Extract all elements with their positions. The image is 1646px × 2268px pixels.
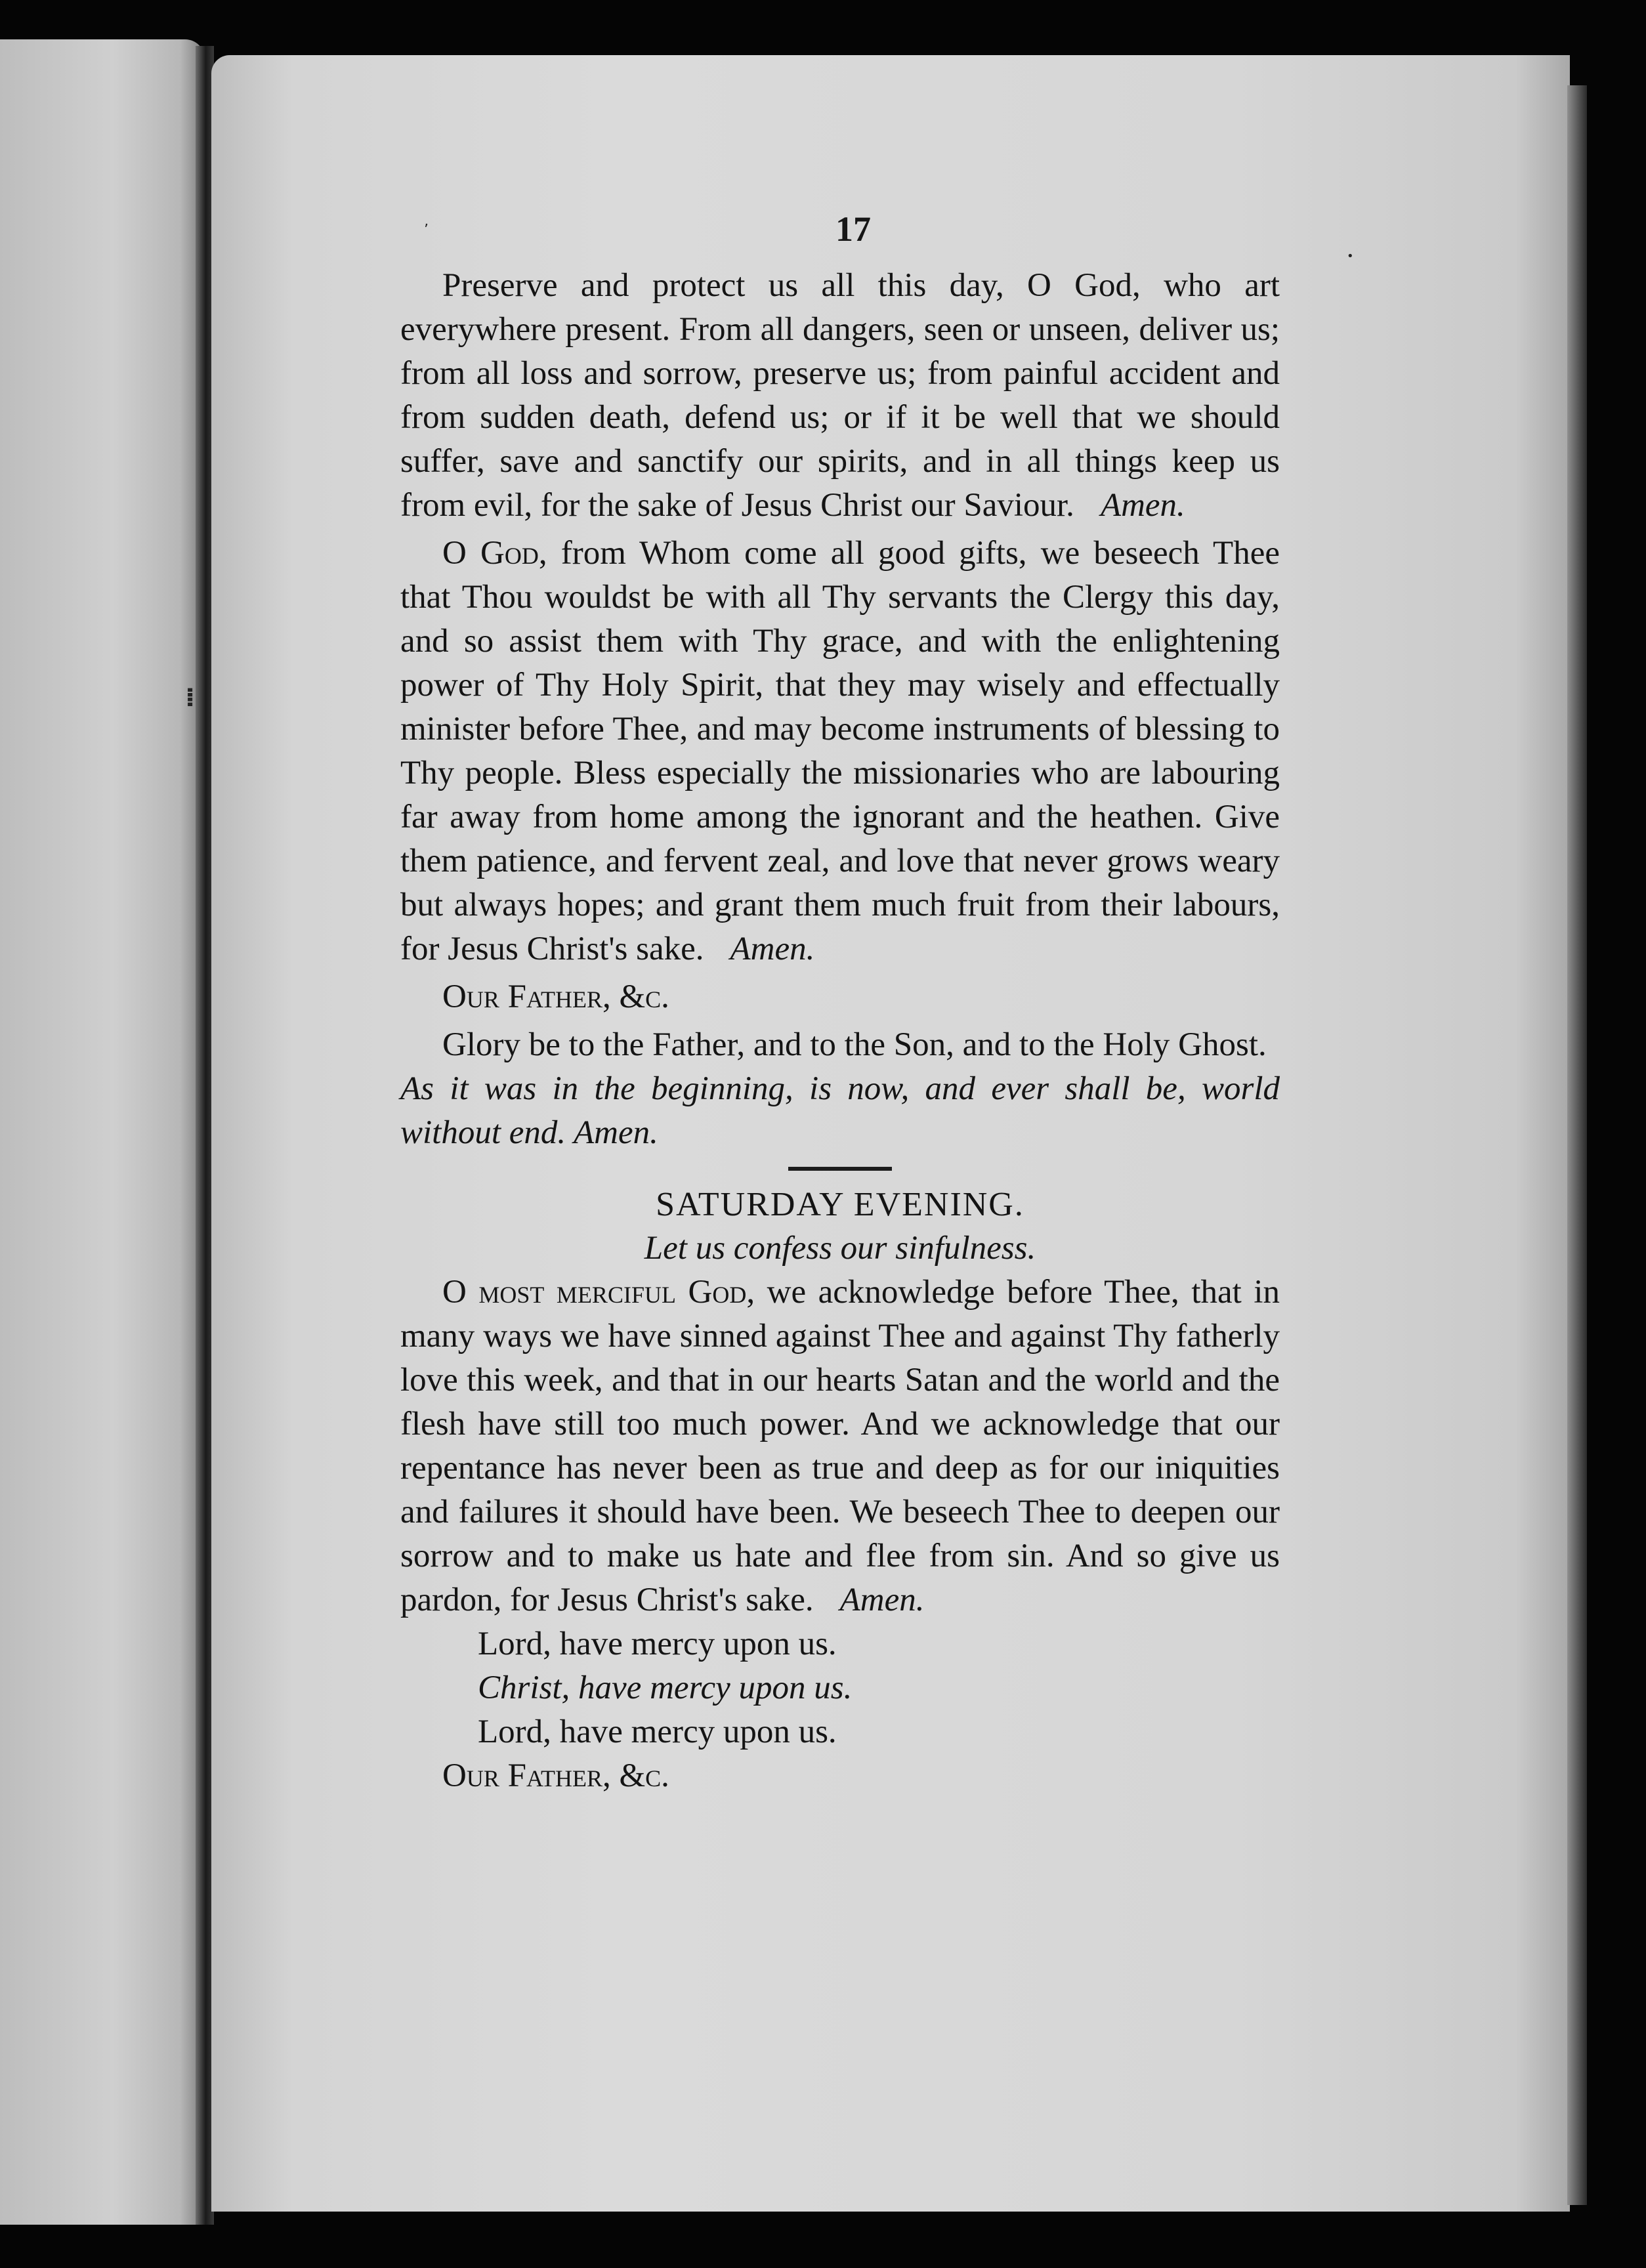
paragraph-text: from Whom come all good gifts, we beseech Thee that Thou wouldst be with all Thy servants the Clergy this day, and so assist them with Thy grace, and with the enlightening power of Thy Holy Spirit, that they may wisely and effectually minister before Thee, and may become instruments of blessing to Thy people. Bless especially the missionaries who are labouring far away from home among the ignorant and the heathen. Give them patience, and fervent zeal, and love that never grows weary but always hopes; and grant them much fruit from their labours, for Jesus Christ's sake. <box>400 535 1280 967</box>
kyrie-line: Lord, have mercy upon us. <box>478 1713 837 1750</box>
page-text <box>400 264 1280 1798</box>
left-page-edge <box>0 39 205 2225</box>
morning-prayer-protection <box>400 264 1280 528</box>
right-page-edge <box>1567 85 1587 2205</box>
section-subheading: Let us confess our sinfulness. <box>644 1230 1036 1267</box>
speck-mark: • <box>1347 249 1354 263</box>
gutter-mark: ⁞ <box>185 682 196 713</box>
our-father-rubric: Our Father, &c. <box>442 1757 669 1794</box>
amen: Amen. <box>839 1582 925 1618</box>
section-heading: SATURDAY EVENING. <box>656 1186 1024 1223</box>
gloria-patri: Glory be to the Father, and to the Son, and to the Holy Ghost. <box>442 1026 1267 1063</box>
kyrie-line: Lord, have mercy upon us. <box>478 1626 837 1662</box>
confession-prayer <box>400 1270 1280 1622</box>
gloria-response: As it was in the beginning, is now, and ever shall be, world without end. Amen. <box>400 1070 1280 1151</box>
amen: Amen. <box>730 931 815 967</box>
prayer-for-clergy <box>400 532 1280 971</box>
kyrie-line: Christ, have mercy upon us. <box>478 1670 853 1706</box>
paragraph-text: Preserve and protect us all this day, O God, who art everywhere present. From all dangers, seen or unseen, deliver us; from all loss and sorrow, preserve us; from painful accident and from sudden death, defend us; or if it be well that we should suffer, save and sanctify our spirits, and in all things keep us from evil, for the sake of Jesus Christ our Saviour. <box>400 267 1280 524</box>
prayer-lead: O most merciful God, <box>442 1274 755 1311</box>
prayer-lead: O God, <box>442 535 547 572</box>
paragraph-text: we acknowledge before Thee, that in many ways we have sinned against Thee and against Thy fatherly love this week, and that in our hearts Satan and the world and the flesh have still too much power. And we acknowledge that our repentance has never been as true and deep as for our iniquities and failures it should have been. We beseech Thee to deepen our sorrow and to make us hate and flee from sin. And so give us pardon, for Jesus Christ's sake. <box>400 1274 1280 1618</box>
section-rule <box>788 1167 892 1171</box>
amen: Amen. <box>1100 487 1185 524</box>
speck-mark: ʼ <box>424 222 429 238</box>
page-number: 17 <box>835 209 871 249</box>
our-father-rubric: Our Father, &c. <box>442 978 669 1015</box>
